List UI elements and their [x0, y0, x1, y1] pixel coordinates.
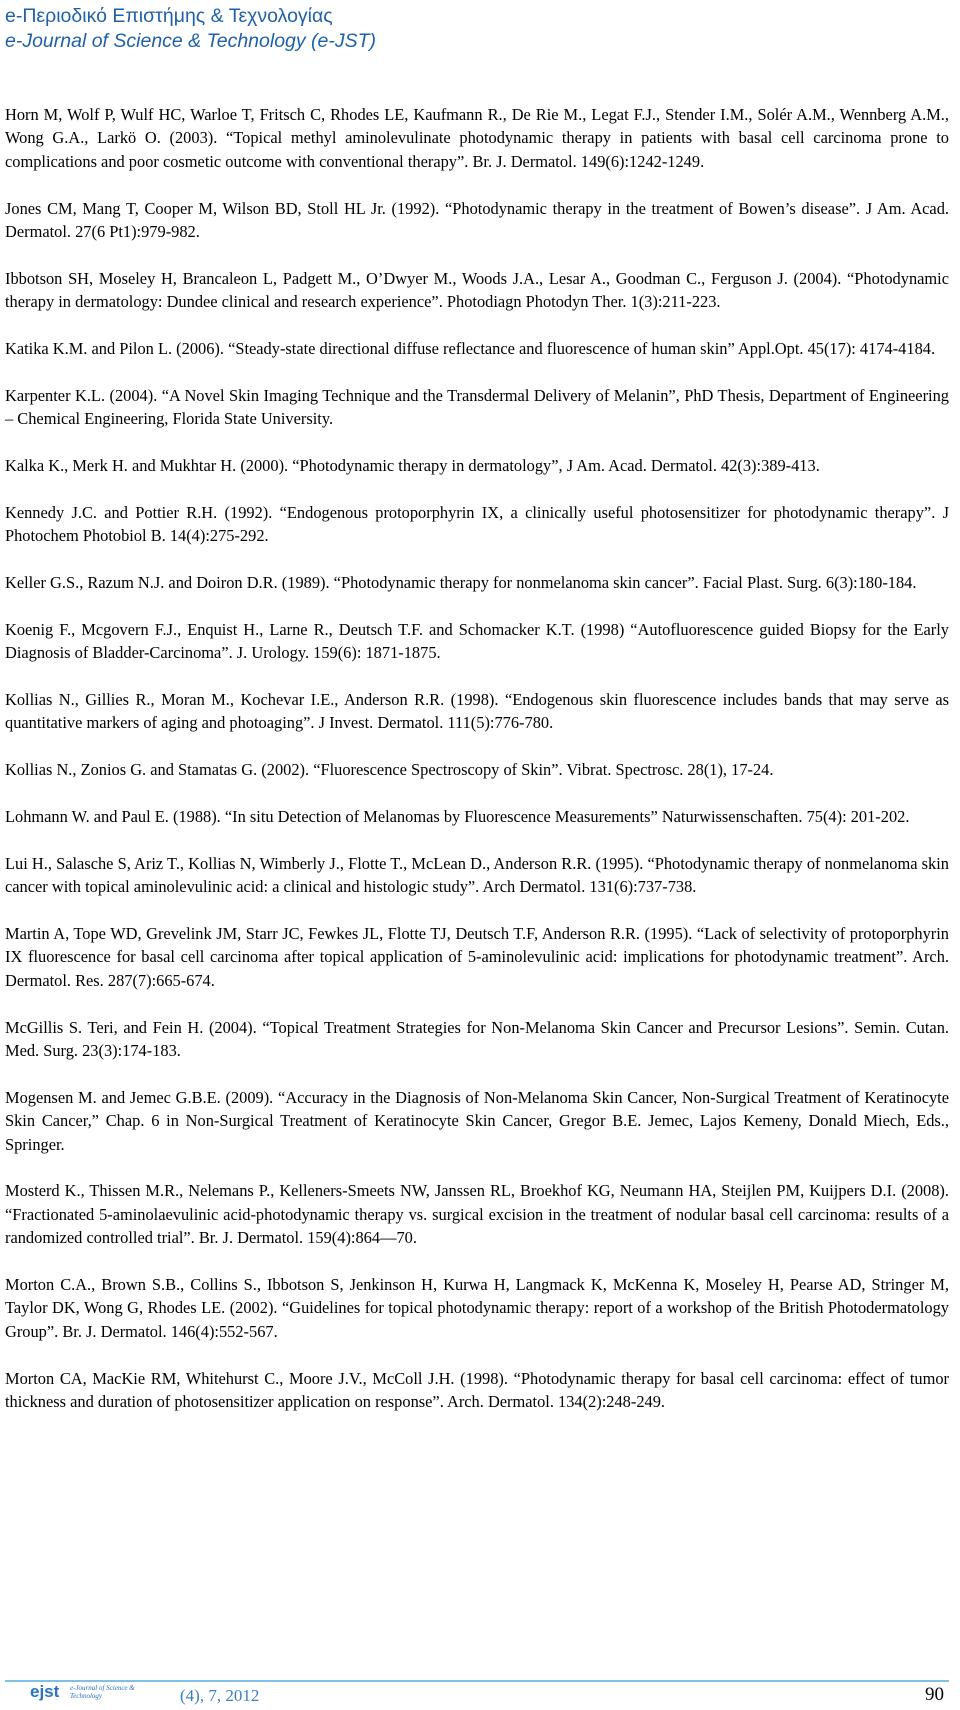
reference-item: Kalka K., Merk H. and Mukhtar H. (2000). “Photodynamic therapy in dermatology”, J Am. Acad. Dermatol. 42(3):389-413.	[5, 456, 820, 476]
reference-item: Martin A, Tope WD, Grevelink JM, Starr JC, Fewkes JL, Flotte TJ, Deutsch T.F, Anderson R.R. (1995). “Lack of selectivity of protoporphyrin IX fluorescence for basal cell carcinoma after topical application of 5-aminolevulinic acid: implications for photodynamic treatment”. Arch. Dermatol. Res. 287(7):665-674.	[5, 924, 949, 990]
reference-item: Kennedy J.C. and Pottier R.H. (1992). “Endogenous protoporphyrin IX, a clinically useful photosensitizer for photodynamic therapy”. J Photochem Photobiol B. 14(4):275-292.	[5, 502, 949, 546]
reference-item: Horn M, Wolf P, Wulf HC, Warloe T, Fritsch C, Rhodes LE, Kaufmann R., De Rie M., Legat F.J., Stender I.M., Solér A.M., Wennberg A.M., Wong G.A., Larkö O. (2003). “Topical methyl aminolevulinate photodynamic therapy in patients with basal cell carcinoma prone to complications and poor cosmetic outcome with conventional therapy”. Br. J. Dermatol. 149(6):1242-1249.	[5, 105, 949, 171]
logo-wordmark: ejst	[30, 1682, 60, 1701]
page-number: 90	[925, 1684, 944, 1705]
issue-info: (4), 7, 2012	[180, 1686, 260, 1705]
reference-item: Koenig F., Mcgovern F.J., Enquist H., Larne R., Deutsch T.F. and Schomacker K.T. (1998) “Autofluorescence guided Biopsy for the Early Diagnosis of Bladder-Carcinoma”. J. Urology. 159(6): 1871-1875.	[5, 619, 949, 663]
reference-item: Lohmann W. and Paul E. (1988). “In situ Detection of Melanomas by Fluorescence Measurements” Naturwissenschaften. 75(4): 201-202.	[5, 807, 910, 827]
logo-subtitle: e-Journal of Science & Technology	[70, 1684, 135, 1700]
reference-item: Kollias N., Gillies R., Moran M., Kochevar I.E., Anderson R.R. (1998). “Endogenous skin fluorescence includes bands that may serve as quantitative markers of aging and photoaging”. J Invest. Dermatol. 111(5):776-780.	[5, 690, 949, 733]
reference-list	[5, 103, 949, 1437]
reference-item: Mosterd K., Thissen M.R., Nelemans P., Kelleners-Smeets NW, Janssen RL, Broekhof KG, Neumann HA, Steijlen PM, Kuijpers D.I. (2008). “Fractionated 5-aminolaevulinic acid-photodynamic therapy vs. surgical excision in the treatment of nodular basal cell carcinoma: results of a randomized controlled trial”. Br. J. Dermatol. 159(4):864—70.	[5, 1181, 949, 1248]
reference-item: Morton CA, MacKie RM, Whitehurst C., Moore J.V., McColl J.H. (1998). “Photodynamic therapy for basal cell carcinoma: effect of tumor thickness and duration of photosensitizer application on response”. Arch. Dermatol. 134(2):248-249.	[5, 1368, 949, 1412]
reference-item: Mogensen M. and Jemec G.B.E. (2009). “Accuracy in the Diagnosis of Non-Melanoma Skin Cancer, Non-Surgical Treatment of Keratinocyte Skin Cancer,” Chap. 6 in Non-Surgical Treatment of Keratinocyte Skin Cancer, Gregor B.E. Jemec, Lajos Kemeny, Donald Miech, Eds., Springer.	[5, 1087, 949, 1154]
reference-item: Lui H., Salasche S, Ariz T., Kollias N, Wimberly J., Flotte T., McLean D., Anderson R.R. (1995). “Photodynamic therapy of nonmelanoma skin cancer with topical aminolevulinic acid: a clinical and histologic study”. Arch Dermatol. 131(6):737-738.	[5, 853, 949, 897]
reference-item: Jones CM, Mang T, Cooper M, Wilson BD, Stoll HL Jr. (1992). “Photodynamic therapy in the treatment of Bowen’s disease”. J Am. Acad. Dermatol. 27(6 Pt1):979-982.	[5, 198, 949, 242]
journal-header	[5, 4, 945, 54]
journal-title-greek: e-Περιοδικό Επιστήμης & Τεχνολογίας	[5, 5, 333, 27]
reference-item: McGillis S. Teri, and Fein H. (2004). “Topical Treatment Strategies for Non-Melanoma Skin Cancer and Precursor Lesions”. Semin. Cutan. Med. Surg. 23(3):174-183.	[5, 1017, 949, 1061]
reference-item: Keller G.S., Razum N.J. and Doiron D.R. (1989). “Photodynamic therapy for nonmelanoma skin cancer”. Facial Plast. Surg. 6(3):180-184.	[5, 573, 917, 593]
ejst-logo	[30, 1682, 175, 1706]
reference-item: Ibbotson SH, Moseley H, Brancaleon L, Padgett M., O’Dwyer M., Woods J.A., Lesar A., Goodman C., Ferguson J. (2004). “Photodynamic therapy in dermatology: Dundee clinical and research experience”. Photodiagn Photodyn Ther. 1(3):211-223.	[5, 268, 949, 312]
reference-item: Katika K.M. and Pilon L. (2006). “Steady-state directional diffuse reflectance and fluorescence of human skin” Appl.Opt. 45(17): 4174-4184.	[5, 339, 936, 359]
reference-item: Morton C.A., Brown S.B., Collins S., Ibbotson S, Jenkinson H, Kurwa H, Langmack K, McKenna K, Moseley H, Pearse AD, Stringer M, Taylor DK, Wong G, Rhodes LE. (2002). “Guidelines for topical photodynamic therapy: report of a workshop of the British Photodermatology Group”. Br. J. Dermatol. 146(4):552-567.	[5, 1275, 949, 1341]
journal-title-english: e-Journal of Science & Technology (e-JST)	[5, 30, 377, 52]
reference-item: Karpenter K.L. (2004). “A Novel Skin Imaging Technique and the Transdermal Delivery of Melanin”, PhD Thesis, Department of Engineering – Chemical Engineering, Florida State University.	[5, 385, 949, 429]
reference-item: Kollias N., Zonios G. and Stamatas G. (2002). “Fluorescence Spectroscopy of Skin”. Vibrat. Spectrosc. 28(1), 17-24.	[5, 760, 774, 780]
